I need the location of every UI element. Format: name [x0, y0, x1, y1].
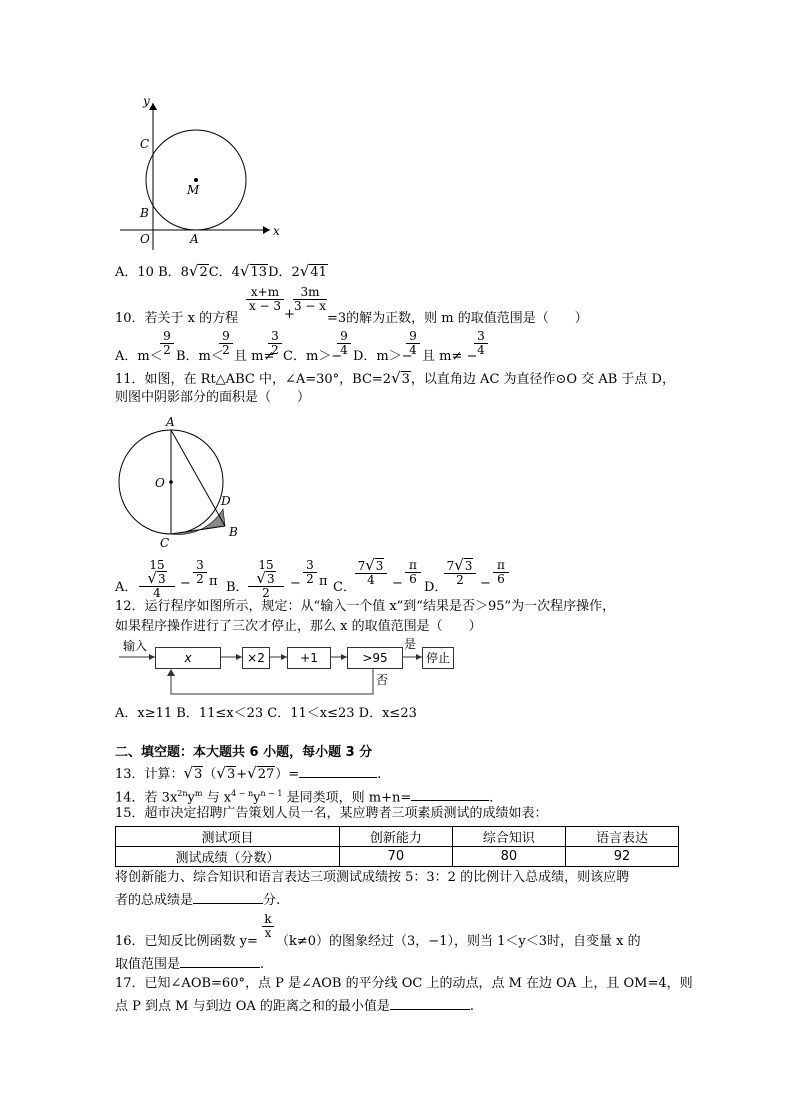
- q11-opt-b-frac2: $\frac{3}{2}$: [303, 559, 317, 586]
- label-b: B: [229, 525, 238, 539]
- answer-blank[interactable]: [299, 765, 377, 778]
- q10-opt-b-cond: 且 m≠: [234, 349, 275, 364]
- q9-options: A．10 B．8√2C．4√13D．2√41: [115, 262, 327, 280]
- q12-options: A．x≥11 B．11≤x＜23 C．11＜x≤23 D．x≤23: [115, 706, 417, 721]
- q12-line1: 12．运行程序如图所示，规定：从“输入一个值 x”到“结果是否＞95”为一次程序操作，: [115, 599, 616, 614]
- table-cell: 80: [452, 847, 565, 867]
- q11-figure: [115, 412, 255, 552]
- q17-line2: 点 P 到点 M 与到边 OA 的距离之和的最小值是 .: [115, 999, 475, 1014]
- label-m: M: [187, 183, 200, 197]
- flow-box-compare: >95: [347, 647, 403, 669]
- table-header: 综合知识: [452, 827, 565, 847]
- q11-opt-d-frac2: $\frac{\pi}{6}$: [493, 559, 509, 586]
- x-axis-arrow: [263, 226, 270, 234]
- q11-opt-a-frac: $\frac{15√3}{4}$: [139, 559, 175, 600]
- q11-line1: 11．如图，在 Rt△ABC 中，∠A=30°，BC=2√3，以直角边 AC 为直径作⊙O 交 AB 于点 D，: [115, 369, 675, 387]
- flow-box-x: x: [155, 647, 221, 669]
- q15-line1: 15．超市决定招聘广告策划人员一名，某应聘者三项素质测试的成绩如表：: [115, 806, 548, 821]
- q10-fraction-2: $\frac{3m}{3 - x}$: [293, 285, 327, 313]
- q10-opt-c: C．m＞−: [283, 349, 343, 364]
- q14: 14．若 $3x^{2n}y^m$ 与 $x^{4 - n}y^{n - 1}$ 是同类项，则 m+n= .: [115, 789, 494, 806]
- q10-plus: +: [284, 307, 295, 322]
- flow-box-times2: ×2: [242, 647, 270, 669]
- table-cell: 92: [565, 847, 678, 867]
- q10-opt-c-frac: $\frac{9}{4}$: [337, 330, 351, 357]
- q10-prefix: 10．若关于 x 的方程: [115, 311, 239, 326]
- q11-opt-a-pi: π: [209, 574, 218, 589]
- center-m-dot: [194, 178, 198, 182]
- q11-opt-c-op: −: [392, 576, 403, 591]
- table-row: [116, 847, 679, 867]
- answer-blank[interactable]: [193, 891, 263, 904]
- q17-line1: 17．已知∠AOB=60°，点 P 是∠AOB 的平分线 OC 上的动点，点 M 在边 OA 上，且 OM=4，则: [115, 976, 693, 991]
- q11-opt-c-frac: $\frac{7√3}{4}$: [355, 559, 387, 587]
- q11-opt-a-label: A．: [115, 580, 138, 595]
- q10-opt-d: D．m＞−: [353, 349, 413, 364]
- label-c: C: [140, 137, 150, 151]
- q16-fraction: $\frac{k}{x}$: [262, 913, 274, 940]
- q10-fraction-1: $\frac{x+m}{x - 3}$: [246, 286, 284, 313]
- q10-opt-b-frac: $\frac{9}{2}$: [219, 330, 233, 357]
- q11-opt-a-frac2: $\frac{3}{2}$: [193, 559, 207, 586]
- label-a: A: [166, 415, 175, 429]
- q11-opt-b-op: −: [290, 576, 301, 591]
- q10-opt-b-frac2: $\frac{3}{2}$: [268, 330, 282, 357]
- answer-blank[interactable]: [411, 788, 489, 801]
- q9-figure: [115, 95, 285, 255]
- q11-opt-d-frac: $\frac{7√3}{2}$: [444, 559, 476, 587]
- q10-suffix: =3的解为正数，则 m 的取值范围是（ ）: [327, 311, 588, 326]
- segment-ab: [171, 430, 225, 526]
- q12-flowchart: [115, 636, 455, 706]
- section2-title: 二、填空题：本大题共 6 小题，每小题 3 分: [115, 745, 373, 760]
- q15-line3: 者的总成绩是 分.: [115, 893, 281, 908]
- q11-opt-c-label: C．: [333, 580, 356, 595]
- label-x: x: [273, 224, 280, 238]
- label-b: B: [140, 206, 149, 220]
- q11-line2: 则图中阴影部分的面积是（ ）: [115, 390, 311, 405]
- q11-opt-c-frac2: $\frac{\pi}{6}$: [405, 559, 421, 586]
- label-o: O: [155, 476, 165, 490]
- q10-opt-a-frac: $\frac{9}{2}$: [160, 330, 174, 357]
- table-header: 语言表达: [565, 827, 678, 847]
- table-cell: 测试成绩（分数）: [116, 847, 340, 867]
- table-header-row: [116, 827, 679, 847]
- q11-opt-b-frac: $\frac{15√3}{2}$: [248, 559, 284, 600]
- q10-opt-d-frac: $\frac{9}{4}$: [406, 330, 420, 357]
- sqrt-2: √2: [188, 262, 208, 280]
- label-d: D: [221, 494, 231, 508]
- flow-input-label: 输入: [123, 639, 148, 653]
- q11-opt-d-label: D．: [424, 580, 448, 595]
- answer-blank[interactable]: [180, 955, 260, 968]
- flow-box-plus1: +1: [287, 647, 331, 669]
- q11-opt-d-op: −: [480, 576, 491, 591]
- q16-pre: 16．已知反比例函数 y=: [115, 934, 258, 949]
- q13: 13．计算：√3（√3+√27）= .: [115, 764, 382, 782]
- q10-opt-a: A．m＜: [115, 349, 163, 364]
- center-o-dot: [169, 480, 173, 484]
- label-o: O: [140, 232, 150, 246]
- q10-opt-d-frac2: $\frac{3}{4}$: [474, 330, 488, 357]
- label-c: C: [160, 536, 170, 550]
- y-axis-arrow: [149, 103, 157, 110]
- flow-yes-label: 是: [404, 637, 417, 651]
- label-a: A: [190, 232, 199, 246]
- table-header: 测试项目: [116, 827, 340, 847]
- sqrt-41: √41: [299, 262, 327, 280]
- answer-blank[interactable]: [390, 997, 470, 1010]
- score-table: [115, 826, 679, 867]
- sqrt-3: √3: [391, 369, 410, 387]
- shaded-region: [171, 509, 225, 535]
- sqrt-13: √13: [239, 262, 268, 280]
- q15-line2: 将创新能力、综合知识和语言表达三项测试成绩按 5：3：2 的比例计入总成绩，则该应聘: [115, 870, 630, 885]
- label-y: y: [143, 94, 150, 108]
- q16-post: （k≠0）的图象经过（3，−1），则当 1＜y＜3时，自变量 x 的: [276, 934, 641, 949]
- q10-opt-b: B．m＜: [176, 349, 224, 364]
- q10-opt-d-cond: 且 m≠ −: [422, 349, 478, 364]
- segment-cb: [171, 526, 225, 534]
- q11-opt-a-op: −: [180, 576, 191, 591]
- q12-line2: 如果程序操作进行了三次才停止，那么 x 的取值范围是（ ）: [115, 619, 482, 634]
- flow-box-stop: 停止: [422, 647, 454, 669]
- table-cell: 70: [339, 847, 452, 867]
- flow-no-label: 否: [376, 673, 389, 687]
- q11-opt-b-pi: π: [319, 574, 328, 589]
- table-header: 创新能力: [339, 827, 452, 847]
- q11-opt-b-label: B．: [226, 580, 249, 595]
- q16-line2: 取值范围是 .: [115, 957, 265, 972]
